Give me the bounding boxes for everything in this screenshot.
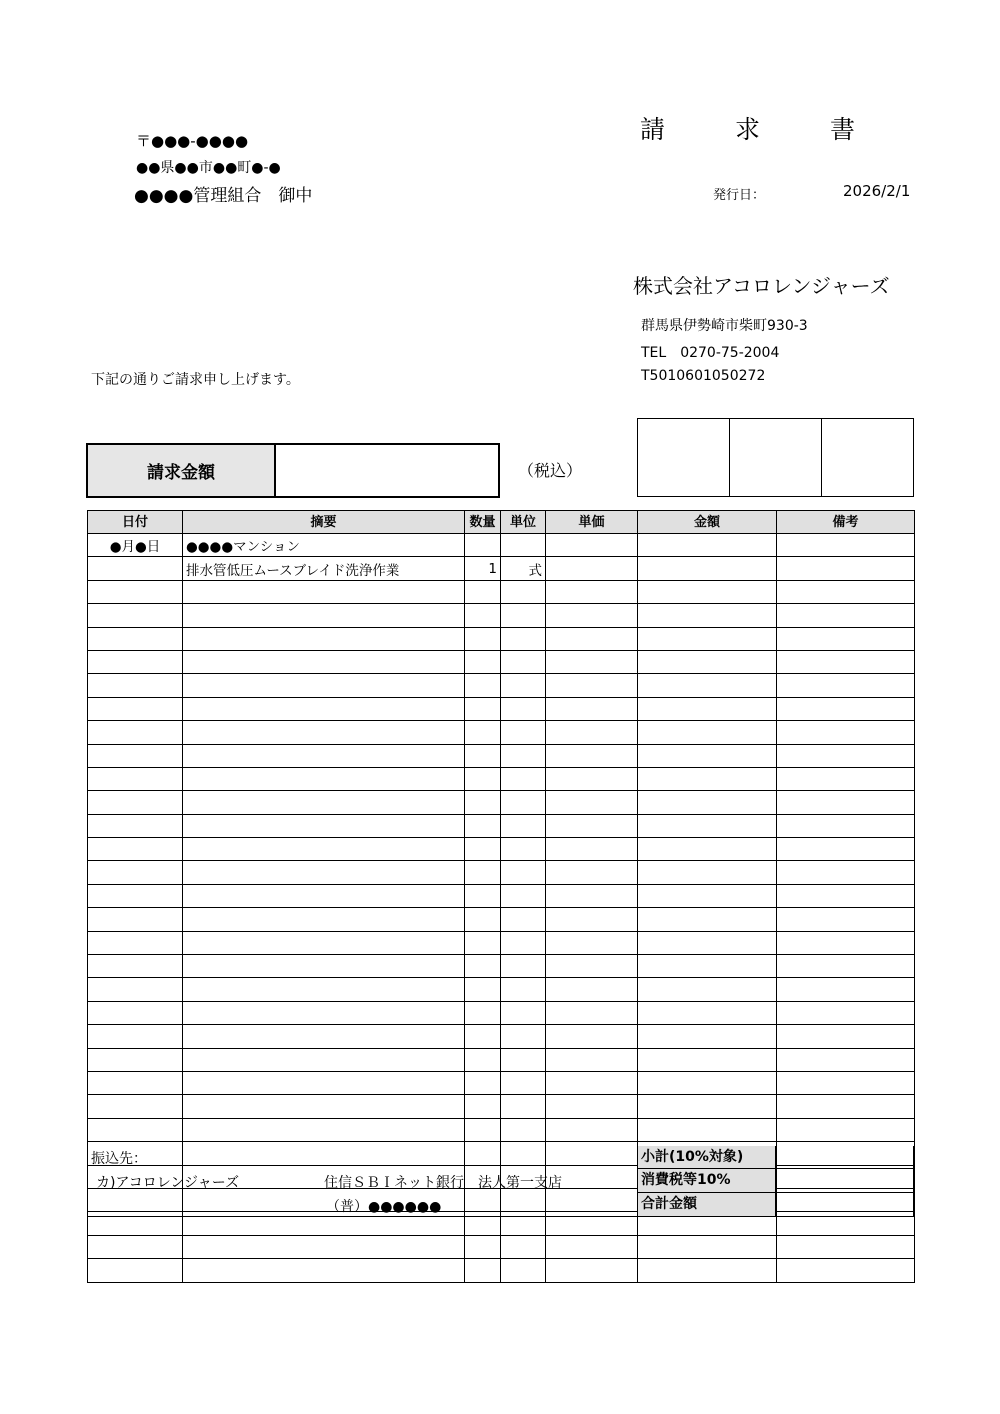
table-row (88, 767, 915, 790)
cell-unit-price (546, 557, 638, 580)
table-row (88, 627, 915, 650)
cell-quantity (465, 978, 501, 1001)
cell-remarks (777, 1118, 915, 1141)
tax-included-note: （税込） (518, 461, 583, 480)
cell-unit-price (546, 1118, 638, 1141)
tax-label: 消費税等10% (638, 1169, 776, 1191)
issue-date-label: 発行日： (713, 188, 766, 203)
recipient-address: ●●県●●市●●町●-● (136, 160, 281, 176)
table-row (88, 1118, 915, 1141)
cell-remarks (777, 861, 915, 884)
cell-amount (638, 650, 777, 673)
billing-amount-value (276, 445, 498, 496)
cell-description (183, 861, 465, 884)
cell-remarks (777, 931, 915, 954)
cell-description (183, 884, 465, 907)
cell-unit (501, 791, 546, 814)
cell-quantity (465, 674, 501, 697)
cell-description (183, 1095, 465, 1118)
cell-description (183, 674, 465, 697)
cell-amount (638, 1048, 777, 1071)
cell-unit (501, 884, 546, 907)
cell-date (88, 955, 183, 978)
cell-amount (638, 814, 777, 837)
cell-quantity (465, 1259, 501, 1282)
cell-unit (501, 721, 546, 744)
cell-description (183, 814, 465, 837)
cell-remarks (777, 721, 915, 744)
table-row (88, 534, 915, 557)
cell-remarks (777, 650, 915, 673)
cell-date (88, 697, 183, 720)
cell-unit-price (546, 604, 638, 627)
cell-date (88, 1048, 183, 1071)
cell-unit (501, 1071, 546, 1094)
cell-date (88, 1025, 183, 1048)
cell-amount (638, 1071, 777, 1094)
bank-transfer-info (88, 1146, 638, 1216)
invoice-footer (87, 1146, 914, 1217)
cell-amount (638, 767, 777, 790)
cell-quantity (465, 884, 501, 907)
cell-quantity (465, 1095, 501, 1118)
greeting-text: 下記の通りご請求申し上げます。 (91, 372, 300, 388)
cell-amount (638, 627, 777, 650)
cell-unit-price (546, 884, 638, 907)
cell-amount (638, 721, 777, 744)
total-row (638, 1193, 914, 1216)
stamp-cell (730, 419, 822, 496)
cell-date (88, 674, 183, 697)
cell-unit (501, 1025, 546, 1048)
cell-unit (501, 1048, 546, 1071)
cell-unit (501, 1095, 546, 1118)
cell-amount (638, 861, 777, 884)
cell-unit (501, 1259, 546, 1282)
cell-unit-price (546, 534, 638, 557)
bank-label: 振込先： (91, 1151, 147, 1167)
cell-amount (638, 534, 777, 557)
cell-description (183, 1118, 465, 1141)
column-header-date: 日付 (88, 511, 183, 534)
cell-quantity (465, 931, 501, 954)
issuer-tel: TEL 0270-75-2004 (641, 345, 780, 361)
cell-remarks (777, 627, 915, 650)
table-row (88, 791, 915, 814)
cell-remarks (777, 674, 915, 697)
cell-date (88, 744, 183, 767)
cell-remarks (777, 884, 915, 907)
total-label: 合計金額 (638, 1193, 776, 1216)
totals-block (638, 1146, 914, 1216)
cell-description (183, 908, 465, 931)
cell-date (88, 978, 183, 1001)
cell-unit (501, 978, 546, 1001)
cell-unit-price (546, 955, 638, 978)
cell-unit (501, 767, 546, 790)
total-value (776, 1193, 914, 1216)
cell-unit-price (546, 1025, 638, 1048)
issuer-company-name: 株式会社アコロレンジャーズ (633, 274, 890, 298)
cell-date (88, 814, 183, 837)
issuer-address: 群馬県伊勢崎市柴町930-3 (641, 318, 808, 334)
bank-account-number: （普）●●●●●● (326, 1199, 442, 1215)
cell-amount (638, 580, 777, 603)
cell-quantity: 1 (465, 557, 501, 580)
cell-description (183, 697, 465, 720)
cell-unit (501, 627, 546, 650)
cell-amount (638, 955, 777, 978)
cell-description (183, 955, 465, 978)
cell-unit-price (546, 791, 638, 814)
cell-remarks (777, 604, 915, 627)
cell-date (88, 604, 183, 627)
table-row (88, 674, 915, 697)
cell-amount (638, 1001, 777, 1024)
cell-description (183, 721, 465, 744)
billing-amount-label: 請求金額 (88, 445, 276, 496)
cell-date (88, 767, 183, 790)
cell-unit (501, 1235, 546, 1258)
cell-quantity (465, 814, 501, 837)
cell-unit-price (546, 838, 638, 861)
cell-date (88, 1095, 183, 1118)
cell-description (183, 791, 465, 814)
cell-unit-price (546, 908, 638, 931)
cell-quantity (465, 1235, 501, 1258)
table-row (88, 861, 915, 884)
cell-unit: 式 (501, 557, 546, 580)
column-header-quantity: 数量 (465, 511, 501, 534)
cell-remarks (777, 744, 915, 767)
cell-amount (638, 604, 777, 627)
cell-remarks (777, 1259, 915, 1282)
cell-date (88, 721, 183, 744)
table-row (88, 1071, 915, 1094)
cell-quantity (465, 721, 501, 744)
cell-description (183, 627, 465, 650)
table-row (88, 978, 915, 1001)
cell-unit (501, 674, 546, 697)
cell-remarks (777, 1095, 915, 1118)
column-header-unit: 単位 (501, 511, 546, 534)
cell-amount (638, 697, 777, 720)
billing-amount-box (86, 443, 500, 498)
cell-unit-price (546, 627, 638, 650)
table-row (88, 604, 915, 627)
cell-quantity (465, 767, 501, 790)
table-row (88, 744, 915, 767)
cell-date (88, 908, 183, 931)
cell-date (88, 650, 183, 673)
cell-remarks (777, 1048, 915, 1071)
cell-amount (638, 674, 777, 697)
cell-unit-price (546, 697, 638, 720)
table-row (88, 931, 915, 954)
cell-date (88, 791, 183, 814)
subtotal-label: 小計(10%対象) (638, 1146, 776, 1168)
cell-unit-price (546, 1235, 638, 1258)
cell-amount (638, 1118, 777, 1141)
cell-unit-price (546, 1071, 638, 1094)
cell-unit (501, 1001, 546, 1024)
cell-quantity (465, 1001, 501, 1024)
cell-unit-price (546, 931, 638, 954)
cell-description: 排水管低圧ムースブレイド洗浄作業 (183, 557, 465, 580)
cell-quantity (465, 650, 501, 673)
cell-amount (638, 931, 777, 954)
cell-unit-price (546, 580, 638, 603)
cell-remarks (777, 1235, 915, 1258)
cell-remarks (777, 978, 915, 1001)
table-row (88, 557, 915, 580)
cell-unit (501, 814, 546, 837)
cell-unit-price (546, 767, 638, 790)
cell-date (88, 884, 183, 907)
table-row (88, 884, 915, 907)
issuer-registration-number: T5010601050272 (641, 368, 766, 384)
table-header-row (88, 511, 915, 534)
cell-unit-price (546, 861, 638, 884)
cell-description (183, 1001, 465, 1024)
cell-unit-price (546, 674, 638, 697)
cell-quantity (465, 791, 501, 814)
cell-quantity (465, 1025, 501, 1048)
cell-remarks (777, 1001, 915, 1024)
cell-unit-price (546, 978, 638, 1001)
cell-quantity (465, 627, 501, 650)
cell-date (88, 1071, 183, 1094)
cell-date (88, 1118, 183, 1141)
cell-unit (501, 908, 546, 931)
cell-description: ●●●●マンション (183, 534, 465, 557)
table-row (88, 697, 915, 720)
stamp-cell (822, 419, 913, 496)
cell-quantity (465, 1048, 501, 1071)
table-row (88, 650, 915, 673)
cell-description (183, 580, 465, 603)
table-row (88, 1259, 915, 1282)
cell-remarks (777, 791, 915, 814)
cell-unit (501, 931, 546, 954)
cell-unit (501, 697, 546, 720)
cell-remarks (777, 1071, 915, 1094)
document-title: 請求書 (640, 115, 926, 144)
cell-unit (501, 838, 546, 861)
table-row (88, 955, 915, 978)
column-header-remarks: 備考 (777, 511, 915, 534)
cell-description (183, 744, 465, 767)
cell-amount (638, 1259, 777, 1282)
column-header-amount: 金額 (638, 511, 777, 534)
cell-date (88, 861, 183, 884)
table-row (88, 1001, 915, 1024)
cell-unit-price (546, 744, 638, 767)
cell-description (183, 604, 465, 627)
cell-remarks (777, 838, 915, 861)
cell-unit (501, 650, 546, 673)
table-row (88, 1235, 915, 1258)
cell-amount (638, 1095, 777, 1118)
cell-remarks (777, 814, 915, 837)
cell-date (88, 627, 183, 650)
table-row (88, 1095, 915, 1118)
cell-date (88, 931, 183, 954)
cell-description (183, 838, 465, 861)
cell-amount (638, 884, 777, 907)
table-row (88, 838, 915, 861)
cell-quantity (465, 955, 501, 978)
cell-remarks (777, 955, 915, 978)
cell-quantity (465, 908, 501, 931)
cell-quantity (465, 861, 501, 884)
stamp-boxes (637, 418, 914, 497)
cell-amount (638, 1235, 777, 1258)
cell-quantity (465, 580, 501, 603)
cell-date (88, 580, 183, 603)
cell-quantity (465, 1071, 501, 1094)
cell-remarks (777, 557, 915, 580)
cell-description (183, 1071, 465, 1094)
cell-date (88, 1001, 183, 1024)
cell-description (183, 1235, 465, 1258)
stamp-cell (638, 419, 730, 496)
cell-amount (638, 744, 777, 767)
cell-description (183, 767, 465, 790)
cell-remarks (777, 1025, 915, 1048)
cell-unit (501, 580, 546, 603)
cell-remarks (777, 580, 915, 603)
subtotal-value (776, 1146, 914, 1168)
cell-unit-price (546, 1001, 638, 1024)
recipient-postal: 〒●●●-●●●● (136, 132, 249, 150)
cell-amount (638, 838, 777, 861)
table-row (88, 814, 915, 837)
cell-date: ●月●日 (88, 534, 183, 557)
cell-quantity (465, 697, 501, 720)
cell-unit (501, 955, 546, 978)
subtotal-row (638, 1146, 914, 1169)
cell-unit (501, 1118, 546, 1141)
cell-quantity (465, 838, 501, 861)
cell-description (183, 1259, 465, 1282)
cell-description (183, 931, 465, 954)
cell-remarks (777, 767, 915, 790)
table-row (88, 908, 915, 931)
column-header-description: 摘要 (183, 511, 465, 534)
cell-date (88, 838, 183, 861)
cell-unit-price (546, 814, 638, 837)
table-row (88, 1025, 915, 1048)
cell-description (183, 650, 465, 673)
tax-value (776, 1169, 914, 1191)
cell-unit-price (546, 721, 638, 744)
column-header-unit-price: 単価 (546, 511, 638, 534)
cell-unit (501, 534, 546, 557)
cell-unit-price (546, 1095, 638, 1118)
cell-remarks (777, 908, 915, 931)
cell-description (183, 1048, 465, 1071)
cell-unit-price (546, 1048, 638, 1071)
cell-unit (501, 861, 546, 884)
cell-amount (638, 557, 777, 580)
cell-quantity (465, 744, 501, 767)
cell-quantity (465, 534, 501, 557)
cell-amount (638, 978, 777, 1001)
cell-remarks (777, 534, 915, 557)
recipient-name: ●●●●管理組合 御中 (134, 186, 313, 206)
issue-date-value: 2026/2/1 (843, 182, 911, 200)
cell-amount (638, 1025, 777, 1048)
cell-quantity (465, 1118, 501, 1141)
table-row (88, 721, 915, 744)
cell-remarks (777, 697, 915, 720)
cell-unit (501, 604, 546, 627)
cell-description (183, 978, 465, 1001)
table-row (88, 580, 915, 603)
cell-amount (638, 908, 777, 931)
cell-date (88, 1235, 183, 1258)
table-row (88, 1048, 915, 1071)
bank-branch-name: 住信ＳＢＩネット銀行 法人第一支店 (324, 1175, 562, 1191)
bank-account-holder: カ)アコロレンジャーズ (96, 1175, 240, 1191)
cell-unit-price (546, 1259, 638, 1282)
tax-row (638, 1169, 914, 1192)
cell-quantity (465, 604, 501, 627)
cell-unit-price (546, 650, 638, 673)
cell-amount (638, 791, 777, 814)
cell-date (88, 557, 183, 580)
cell-description (183, 1025, 465, 1048)
cell-unit (501, 744, 546, 767)
cell-date (88, 1259, 183, 1282)
